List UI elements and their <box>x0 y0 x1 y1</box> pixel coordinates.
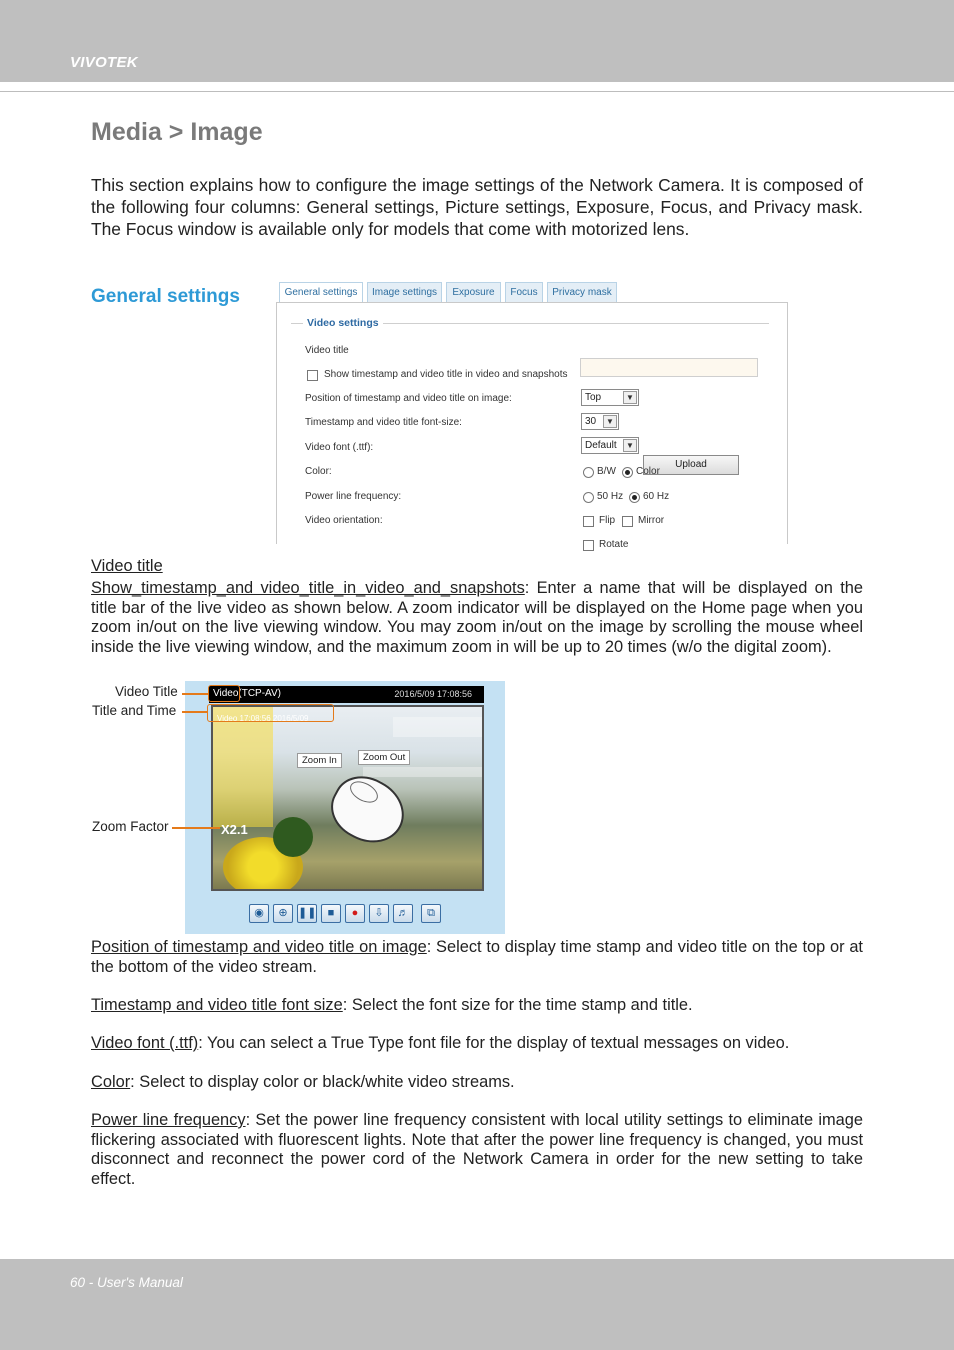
video-font-value: Default <box>585 440 617 451</box>
shelf <box>393 717 483 737</box>
term: Position of timestamp and video title on image <box>91 938 427 956</box>
zoom-factor-callout: Zoom Factor <box>92 819 169 834</box>
header-band <box>0 0 954 82</box>
power-line-label: Power line frequency: <box>305 491 402 502</box>
position-value: Top <box>585 392 602 403</box>
tab-exposure[interactable]: Exposure <box>446 282 501 302</box>
footer-band <box>0 1259 954 1350</box>
chevron-down-icon: ▼ <box>623 391 637 404</box>
color-bw-radio[interactable] <box>583 467 594 478</box>
term: Show_timestamp_and video_title_in_video_and_snapshots <box>91 579 525 597</box>
tab-image-settings[interactable]: Image settings <box>367 282 442 302</box>
video-title-heading <box>91 557 863 577</box>
power-50hz-radio[interactable] <box>583 492 594 503</box>
video-title-bar <box>209 686 484 703</box>
description: : Set the power line frequency consistent with local utility settings to eliminate image flickering associated with fluorescent lights. Note that after the power line frequency is changed, you must disconnect and reconnect the power cord of the Network Camera in order for the new setting to take effect. <box>91 1111 864 1188</box>
description: : Enter a name that will be displayed on the title bar of the live video as shown below. A zoom indicator will be displayed on the Home page when you zoom in/out on the live viewing window. You may zoom in/out on the image by scrolling the mouse wheel inside the live viewing window, and the maximum zoom in will be up to 20 times (w/o the digital zoom). <box>91 579 863 656</box>
description: : Select to display time stamp and video title on the top or at the bottom of the video stream. <box>91 938 863 976</box>
power-60hz-radio[interactable] <box>629 492 640 503</box>
zoom-out-label: Zoom Out <box>358 750 410 765</box>
section-title: General settings <box>91 286 240 307</box>
video-timestamp: 2016/5/09 17:08:56 <box>394 689 472 699</box>
video-title-text: Video(TCP-AV) <box>213 688 281 699</box>
color-color-label: Color <box>636 466 660 477</box>
mirror-label: Mirror <box>638 515 665 526</box>
color-color-radio[interactable] <box>622 467 633 478</box>
show-timestamp-checkbox[interactable] <box>307 370 318 381</box>
video-title-highlight <box>208 685 240 702</box>
live-video[interactable] <box>211 705 484 891</box>
flip-label: Flip <box>599 515 616 526</box>
power-50hz-label: 50 Hz <box>597 491 624 502</box>
desc-font-size <box>91 996 863 1016</box>
desc-power-line <box>91 1111 863 1189</box>
shelf <box>363 767 483 777</box>
tab-general-settings[interactable]: General settings <box>279 282 363 302</box>
footer-page-number: 60 - User's Manual <box>70 1275 183 1290</box>
chevron-down-icon: ▼ <box>603 415 617 428</box>
tab-privacy-mask[interactable]: Privacy mask <box>547 282 617 302</box>
callout-line <box>182 693 208 695</box>
video-settings-legend: Video settings <box>303 317 383 329</box>
settings-panel <box>276 282 788 550</box>
font-size-select[interactable] <box>581 413 619 430</box>
font-size-label: Timestamp and video title font-size: <box>305 417 462 428</box>
description: : Select the font size for the time stamp and title. <box>342 996 693 1014</box>
video-title-callout: Video Title <box>115 684 178 699</box>
video-title-label: Video title <box>305 345 349 356</box>
download-icon[interactable]: ⇩ <box>369 904 389 923</box>
term: Timestamp and video title font size <box>91 996 343 1014</box>
mirror-checkbox[interactable] <box>622 516 633 527</box>
intro-paragraph: This section explains how to configure the image settings of the Network Camera. It is composed of the following four columns: General settings, Picture settings, Exposure, Focus, and Privacy mask. The Focus window is available only for models that come with motorized lens. <box>91 175 863 239</box>
position-label: Position of timestamp and video title on image: <box>305 393 512 404</box>
desc-color <box>91 1073 863 1093</box>
title-time-callout: Title and Time <box>92 703 177 718</box>
color-label: Color: <box>305 466 332 477</box>
callout-line <box>182 711 207 713</box>
volume-icon[interactable]: ♬ <box>393 904 413 923</box>
pause-icon[interactable]: ❚❚ <box>297 904 317 923</box>
zoom-in-label: Zoom In <box>297 753 342 768</box>
show-timestamp-label: Show timestamp and video title in video and snapshots <box>324 369 568 380</box>
page-title: Media > Image <box>91 118 263 146</box>
font-size-value: 30 <box>585 416 597 427</box>
video-font-label: Video font (.ttf): <box>305 442 374 453</box>
header-divider <box>0 91 954 92</box>
zoom-icon[interactable]: ⊕ <box>273 904 293 923</box>
zoom-factor: X2.1 <box>221 822 248 837</box>
shelf-sign <box>213 707 273 827</box>
flip-checkbox[interactable] <box>583 516 594 527</box>
description: : Select to display color or black/white video streams. <box>130 1073 515 1091</box>
term: Video font (.ttf) <box>91 1034 199 1052</box>
title-time-highlight <box>207 704 334 722</box>
mouse-icon <box>321 765 415 854</box>
stop-icon[interactable]: ■ <box>321 904 341 923</box>
desc-video-font <box>91 1034 863 1054</box>
orientation-label: Video orientation: <box>305 515 383 526</box>
chevron-down-icon: ▼ <box>623 439 637 452</box>
position-select[interactable] <box>581 389 639 406</box>
rotate-label: Rotate <box>599 539 629 550</box>
video-title-heading-text: Video title <box>91 557 163 575</box>
video-font-select[interactable] <box>581 437 639 454</box>
osd-title-time: Video 17:08:56 2016/5/09 <box>217 714 309 723</box>
term: Color <box>91 1073 131 1091</box>
callout-line <box>172 827 220 829</box>
description: : You can select a True Type font file for the display of textual messages on video. <box>198 1034 790 1052</box>
camera-icon[interactable]: ◉ <box>249 904 269 923</box>
color-bw-label: B/W <box>597 466 616 477</box>
produce <box>273 817 313 857</box>
fullscreen-icon[interactable]: ⧉ <box>421 904 441 923</box>
panel-body <box>276 302 788 550</box>
upload-button[interactable]: Upload <box>643 455 739 475</box>
brand-logo: VIVOTEK <box>70 54 138 71</box>
video-title-input[interactable] <box>580 358 758 377</box>
rotate-checkbox[interactable] <box>583 540 594 551</box>
record-icon[interactable]: ● <box>345 904 365 923</box>
tab-focus[interactable]: Focus <box>505 282 543 302</box>
video-title-paragraph <box>91 579 863 657</box>
term: Power line frequency <box>91 1111 246 1129</box>
power-60hz-label: 60 Hz <box>643 491 670 502</box>
desc-position <box>91 938 863 977</box>
